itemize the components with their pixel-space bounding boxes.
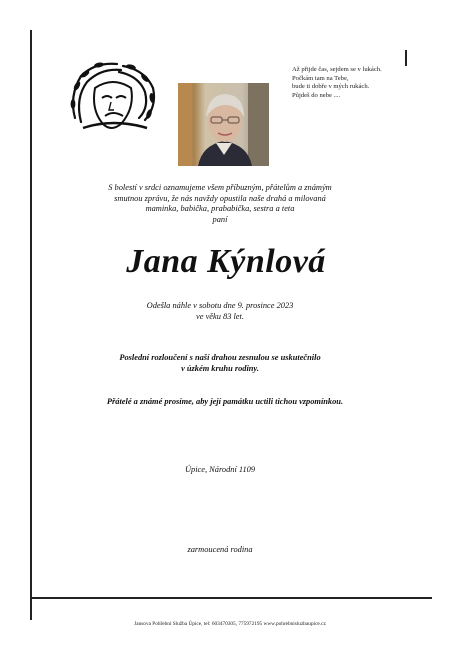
- announcement-line: smutnou zprávu, že nás navždy opustila naše drahá a milovaná: [114, 193, 326, 203]
- verse-line: Až přijde čas, sejdem se v lukách.: [292, 66, 382, 73]
- announcement-line: paní: [212, 214, 228, 224]
- frame-left-line: [30, 30, 32, 620]
- farewell-notice: [80, 352, 360, 374]
- verse-line: bude ti dobře v mých rukách.: [292, 83, 370, 91]
- announcement-text: [80, 183, 360, 225]
- farewell-line: v úzkém kruhu rodiny.: [181, 364, 259, 373]
- verse-line: Počkám tam na Tebe,: [292, 74, 349, 82]
- address: Úpice, Národní 1109: [184, 465, 256, 474]
- verse-line: Půjdeš do nebe ....: [292, 91, 341, 99]
- frame-corner-mark: [405, 50, 407, 66]
- death-details: [90, 301, 350, 322]
- announcement-line: S bolestí v srdci oznamujeme všem příbuzným, přátelům a známým: [108, 183, 332, 192]
- funeral-service-footer: Jansova Pohřební Služba Úpice, tel: 603470305, 775972195 www.pohrebnisluzbaupice.cz: [134, 621, 326, 627]
- announcement-line: maminka, babička, prababička, sestra a teta: [145, 204, 295, 214]
- memorial-verse: [292, 66, 422, 100]
- farewell-line: Poslední rozloučení s naší drahou zesnulou se uskutečnilo: [119, 353, 321, 362]
- deceased-name: Jana Kýnlová: [126, 243, 326, 280]
- portrait-photo: [178, 83, 269, 166]
- mourning-emblem-icon: [65, 58, 160, 136]
- frame-bottom-line: [30, 597, 432, 599]
- friends-note: Přátelé a známé prosíme, aby její památku uctili tichou vzpomínkou.: [106, 397, 344, 406]
- family-signature: zarmoucená rodina: [187, 545, 253, 554]
- death-date: Odešla náhle v sobotu dne 9. prosince 2023: [146, 301, 294, 310]
- death-age: ve věku 83 let.: [196, 311, 244, 321]
